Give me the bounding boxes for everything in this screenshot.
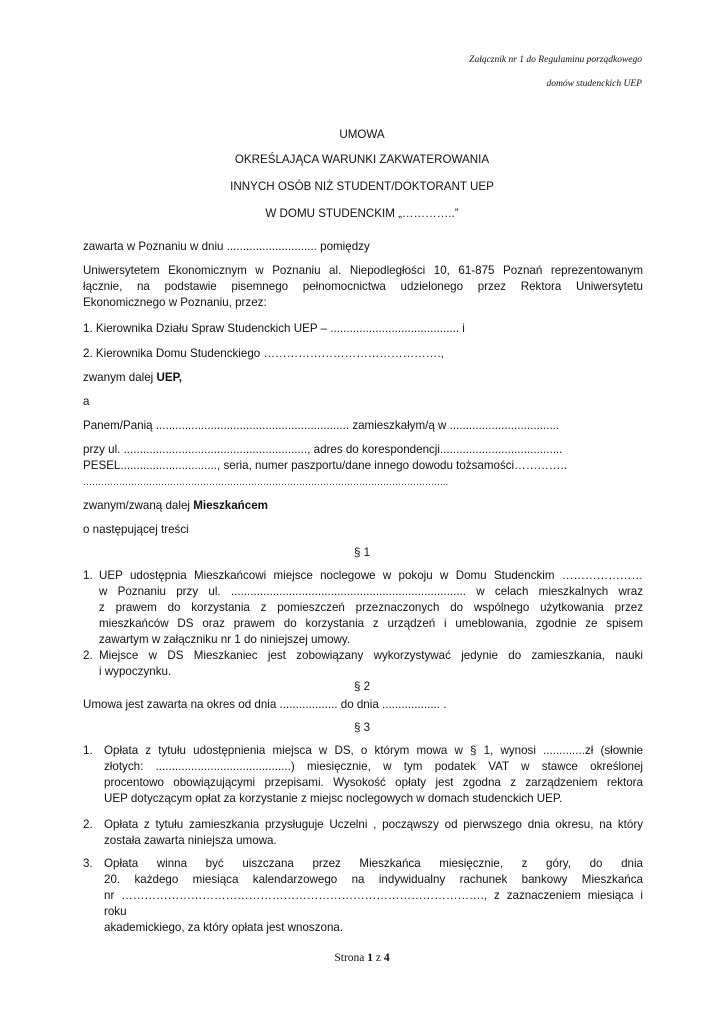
s1-item-1 xyxy=(99,568,643,648)
footer-page-number: 1 xyxy=(367,952,374,964)
section-2-heading: § 2 xyxy=(353,680,371,693)
s3-item-2-line: została zawarta niniejsza umowa. xyxy=(104,834,277,847)
s1-item-1-line: z prawem do korzystania z pomieszczeń przeznaczonych do wspólnego użytkowania przez xyxy=(99,601,643,614)
s3-item-1 xyxy=(104,743,643,807)
s1-item-2-line: Miejsce w DS Mieszkaniec jest zobowiązany wykorzystywać jedynie do zamieszkania, nauki xyxy=(99,649,643,662)
party-uep-line: łącznie, na podstawie pisemnego pełnomocnictwa udzielonego przez Rektora Uniwersytetu xyxy=(83,280,643,293)
s1-item-2-number: 2. xyxy=(83,649,93,662)
section-2-text: Umowa jest zawarta na okres od dnia .................. do dnia .................. . xyxy=(83,698,447,711)
s3-item-1-line: Opłata z tytułu udostępnienia miejsca w DS, o którym mowa w § 1, wynosi .............zł (słownie xyxy=(104,744,643,757)
party-uep-block xyxy=(83,263,643,311)
s1-item-1-line: w Poznaniu przy ul. ......................................................................... w celach mieszkalnych wraz xyxy=(99,585,643,598)
s1-item-2-line: i wypoczynku. xyxy=(99,665,172,678)
s3-item-2-line: Opłata z tytułu zamieszkania przysługuje Uczelni , począwszy od pierwszego dnia okresu, na który xyxy=(104,818,643,831)
resident-line-1: Panem/Panią ............................................................ zamieszkałym/ą w .................................. xyxy=(83,419,560,432)
representative-1: 1. Kierownika Działu Spraw Studenckich UEP – ........................................ i xyxy=(83,322,465,335)
concluded-line: zawarta w Poznaniu w dniu ............................ pomiędzy xyxy=(83,240,370,253)
resident-alias xyxy=(83,498,643,514)
title-line-3: INNYCH OSÓB NIŻ STUDENT/DOKTORANT UEP xyxy=(230,180,494,193)
s3-item-1-line: UEP dotyczącym opłat za korzystanie z miejsc noclegowych w domach studenckich UEP. xyxy=(104,792,563,805)
s1-item-1-line: UEP udostępnia Mieszkańcowi miejsce noclegowe w pokoju w Domu Studenckim ………………… xyxy=(99,569,643,582)
resident-alias-prefix: zwanym/zwaną dalej xyxy=(83,499,194,512)
s3-item-2-number: 2. xyxy=(83,818,93,831)
resident-alias-name: Mieszkańcem xyxy=(193,499,268,512)
page-footer xyxy=(0,952,724,964)
s3-item-2 xyxy=(104,817,643,849)
s1-item-2 xyxy=(99,648,643,680)
s3-item-1-line: złotych: ..........................................) miesięcznie, w tym podatek VAT w stawce określonej xyxy=(104,760,643,773)
content-intro: o następującej treści xyxy=(83,523,189,536)
conjunction-and: a xyxy=(83,395,90,408)
s3-item-3 xyxy=(104,856,643,936)
uep-alias-name: UEP, xyxy=(156,371,183,384)
s1-item-1-line: mieszkańców DS oraz prawem do korzystania z urządzeń i umeblowania, zgodnie ze spisem xyxy=(99,617,643,630)
s3-item-3-line: Opłata winna być uiszczana przez Mieszkańca miesięcznie, z góry, do dnia xyxy=(104,857,643,870)
section-1-heading: § 1 xyxy=(353,546,371,559)
s1-item-1-line: zawartym w załączniku nr 1 do niniejszej umowy. xyxy=(99,633,351,646)
resident-line-3: PESEL.............................., seria, numer paszportu/dane innego dowodu tożsamości………….. xyxy=(83,459,567,472)
attachment-note-line1: Załącznik nr 1 do Regulaminu porządkowego xyxy=(469,55,642,65)
footer-prefix: Strona xyxy=(334,952,368,964)
footer-total-pages: 4 xyxy=(383,952,390,964)
attachment-note-line2: domów studenckich UEP xyxy=(546,79,642,89)
uep-alias xyxy=(83,370,643,386)
s3-item-3-line: nr …………………………………………………………………………………., z zaznaczeniem miesiąca i roku xyxy=(104,889,643,918)
resident-line-4: ………………………………………………………………………………………………………….. xyxy=(83,477,449,487)
uep-alias-prefix: zwanym dalej xyxy=(83,371,157,384)
section-3-heading: § 3 xyxy=(353,721,371,734)
s1-item-1-number: 1. xyxy=(83,569,93,582)
party-uep-line: Uniwersytetem Ekonomicznym w Poznaniu al. Niepodległości 10, 61-875 Poznań reprezentowanym xyxy=(83,264,643,277)
s3-item-3-number: 3. xyxy=(83,857,93,870)
title-line-4: W DOMU STUDENCKIM „…………..” xyxy=(265,207,459,220)
s3-item-1-line: procentowo obowiązującymi przepisami. Wysokość opłaty jest zgodna z zarządzeniem rektora xyxy=(104,776,643,789)
title-line-2: OKREŚLAJĄCA WARUNKI ZAKWATEROWANIA xyxy=(234,153,490,166)
representative-2: 2. Kierownika Domu Studenckiego ………………………………………., xyxy=(83,347,444,360)
footer-mid: z xyxy=(373,952,384,964)
s3-item-3-line: akademickiego, za który opłata jest wnoszona. xyxy=(104,921,344,934)
title-line-1: UMOWA xyxy=(339,128,385,141)
party-uep-line: Ekonomicznego w Poznaniu, przez: xyxy=(83,296,267,309)
resident-line-2: przy ul. ........................................................., adres do korespondencji...................................... xyxy=(83,443,563,456)
s3-item-3-line: 20. każdego miesiąca kalendarzowego na indywidualny rachunek bankowy Mieszkańca xyxy=(104,873,643,886)
s3-item-1-number: 1. xyxy=(83,744,93,757)
